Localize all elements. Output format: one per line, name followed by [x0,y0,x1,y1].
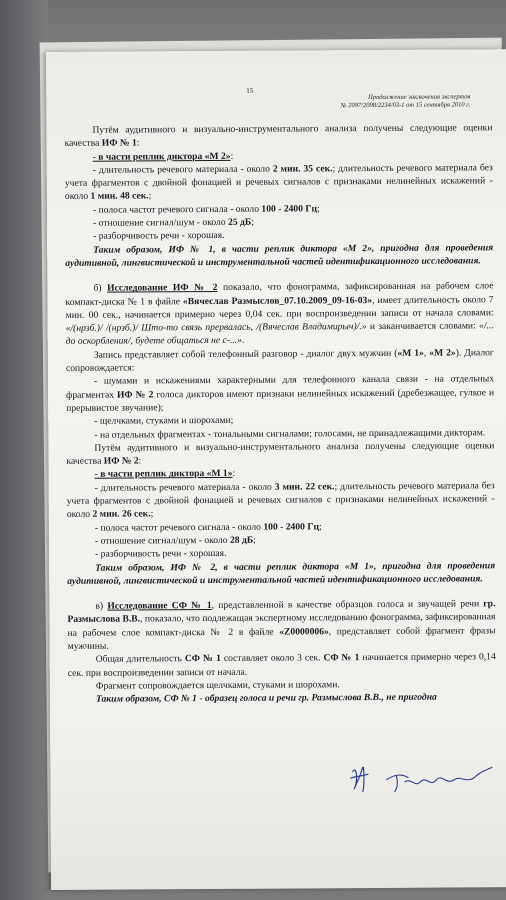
emphasis-text: СФ № 1 [323,652,360,664]
paragraph [65,241,493,270]
text-run: , показало, что подлежащая экспертному исследованию фонограмма, зафиксированная на рабочем слое компакт-диска № 2 в файле [67,611,496,639]
text-run: ; [318,520,322,532]
text-run: Таким образом, СФ № 1 - образец голоса и речи гр. Размыслова В.В., не пригодна [95,691,437,705]
emphasis-text: ИФ № 2 [116,388,154,401]
text-run: - разборчивость речи - хорошая. [93,230,225,243]
text-run: Фрагмент сопровождается щелчками, стуками и шорохами. [95,679,340,692]
text-run: Общая длительность [95,653,185,665]
text-run: ; [316,203,320,215]
text-run: : [232,468,236,480]
text-run: - на отдельных фрагментах - тональными сигналами; голосами, не принадлежащими дикторам. [94,426,486,441]
paragraph [65,161,493,204]
header-line-2: № 2097/2098/2234/03-1 от 15 сентября 2010 г. [340,101,471,110]
text-run: показало, что фонограмма, зафиксированная на рабочем слое компакт-диска № 1 в файле [65,280,494,308]
text-run: : [136,137,140,149]
text-run: составляет около 3 сек. [220,652,324,665]
emphasis-text: гр. Размыслова В.В. [67,598,496,626]
page-header [270,93,470,110]
paragraph [66,346,494,375]
emphasis-text: СФ № 1 [184,653,221,665]
text-run: - шумами и искажениями характерными для телефонного канала связи - на отдельных фрагментах [66,373,495,401]
text-run: - отношение сигнал/шум - около [94,534,230,547]
emphasis-text: - в части реплик диктора «М 1» [94,468,233,481]
emphasis-text: 1 мин. 48 сек. [90,190,149,203]
text-run: ; [251,216,254,228]
emphasis-text: «М 2» [429,347,456,359]
text-run: начинается примерно через 0,14 сек. при воспроизведении записи от начала. [67,651,496,679]
text-run: голоса дикторов имеют признаки нелинейных искажений (дребезжащее, гулкое и прерывистое звучание); [66,386,495,414]
text-run: . [241,335,245,347]
text-run: Путём аудитивного и визуально-инструментального анализа получены следующие оценки качества [66,440,495,468]
header-line-1: Продолжение заключения экспертов [368,93,471,102]
text-run: : [230,150,234,162]
emphasis-text: 100 - 2400 Гц [263,520,319,533]
emphasis-text: «Z0000006» [279,625,329,638]
emphasis-text: - в части реплик диктора «М 2» [92,150,231,163]
text-run: в) [95,600,108,612]
text-run: , имеет длительность около 7 мин. 00 сек., начинается примерно через 0,04 сек. при воспроизведении записи от начала словами: [65,293,494,321]
text-run: Путём аудитивного и визуально-инструментального анализа получены следующие оценки качества [64,122,493,150]
text-run: ). Диалог сопровождается: [65,347,494,374]
document-page [46,49,506,890]
emphasis-text: «М 1» [397,347,424,359]
text-run: - длительность речевого материала - около [92,163,273,176]
text-run: , представляет собой фрагмент фразы мужчины. [67,624,496,652]
quoted-text: «/(нрзб.)/ /(нрзб.)/ Што-то связь прервалась, /(Вячеслав Владимирыч)/.» [65,321,367,335]
text-run: : [138,455,142,467]
handwritten-signatures [342,757,506,798]
text-run: - полоса частот речевого сигнала - около [94,521,264,534]
emphasis-text: 2 мин. 26 сек. [92,508,151,521]
paragraph [65,280,493,349]
emphasis-text: 100 - 2400 Гц [261,203,318,215]
document-body [64,121,496,706]
text-run: - щелчками, стуками и шорохами; [94,415,234,427]
paragraph [66,373,494,416]
text-run: и заканчивается словами: [366,320,480,333]
paragraph [68,651,496,680]
paragraph [66,439,494,468]
emphasis-text: 28 дБ [229,534,254,546]
paragraph [67,479,495,522]
text-run: ; [150,508,154,520]
emphasis-text: ИФ № 2 [103,455,139,467]
text-run: ; длительность речевого материала без учета фрагментов с двойной фонацией и речевых сигналов с признаками нелинейных искажений - около [64,162,493,203]
text-run: - отношение сигнал/шум - около [93,216,229,229]
emphasis-text: 25 дБ [227,216,252,228]
emphasis-text: Исследование ИФ № 2 [107,282,218,294]
text-run: , [423,347,430,359]
paragraph [68,690,496,706]
text-run: Запись представляет собой телефонный разговор - диалог двух мужчин ( [93,347,398,361]
text-run: ; [253,534,256,546]
text-run: б) [93,282,108,294]
text-run: ; длительность речевого материала без учета фрагментов с двойной фонацией и речевых сигналов с признаками нелинейных искажений - около [66,479,495,521]
paragraph [67,559,495,588]
text-run: ; [148,190,152,202]
paragraph [67,597,495,653]
emphasis-text: «Вячеслав Размыслов_07.10.2009_09-16-03» [182,294,373,307]
text-run: - разборчивость речи - хорошая. [95,548,227,560]
emphasis-text: 3 мин. 22 сек. [274,480,335,493]
text-run: Таким образом, ИФ № 2, в части реплик диктора «М 1», пригодна для проведения аудитивной, лингвистической и инструментальной частей идентификационного исследования. [67,559,496,587]
page-number: 15 [246,86,254,95]
emphasis-text: ИФ № 1 [101,137,137,149]
emphasis-text: 2 мин. 35 сек. [272,163,333,175]
text-run: - длительность речевого материала - около [94,481,275,494]
text-run: Таким образом, ИФ № 1, в части реплик диктора «М 2», пригодна для проведения аудитивной, лингвистической и инструментальной частей идентификационного исследования. [65,241,494,269]
text-run: , представленной в качестве образцов голоса и звучащей речи [211,598,484,612]
paragraph [64,121,492,150]
quoted-text: «/... до оскорбления/, будете общаться не с-...» [65,320,494,348]
text-run: - полоса частот речевого сигнала - около [92,203,262,216]
emphasis-text: Исследование СФ № 1 [107,600,212,612]
